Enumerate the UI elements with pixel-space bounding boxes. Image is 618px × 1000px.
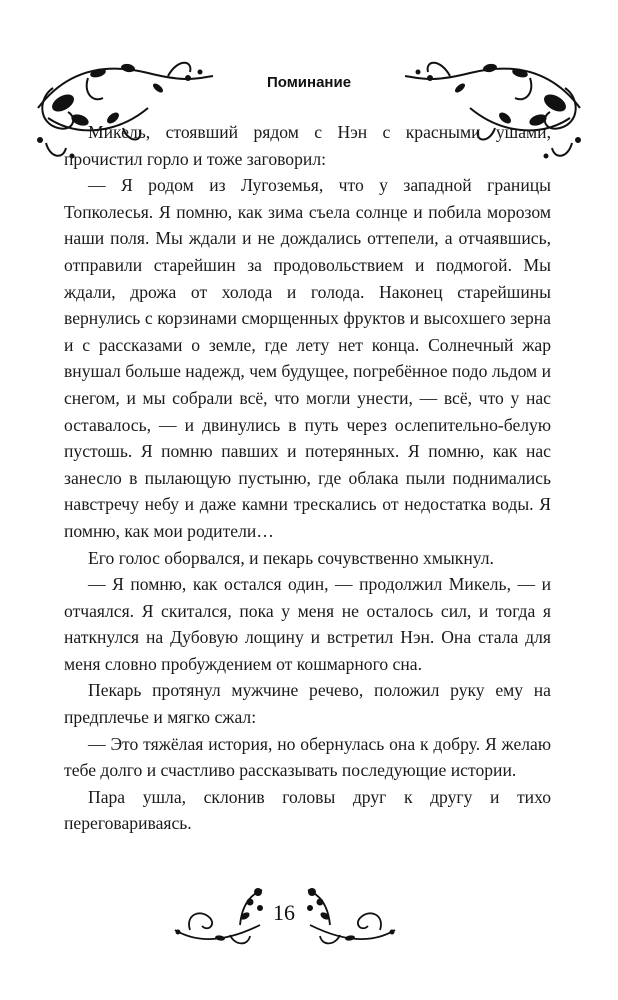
paragraph: Пара ушла, склонив головы друг к другу и тихо переговариваясь.: [64, 786, 551, 834]
paragraph: Микель, стоявший рядом с Нэн с красными ушами, прочистил горло и тоже заговорил:: [64, 122, 551, 169]
floral-vine-ornament-icon: [170, 880, 270, 950]
paragraph: — Я родом из Лугоземья, что у западной границы Топколесья. Я помню, как зима съела солнце и побила морозом наши поля. Мы ждали и не дождались оттепели, а отчаявшись, отправили старейшин за продовольствием и подмогой. Мы ждали, дрожа от холода и голода. Наконец старейшины вернулись с корзинами сморщенных фруктов и высохшего зерна и с рассказами о земле, где лету нет конца. Солнечный жар внушал больше надежд, чем будущее, погребённое подо льдом и снегом, и мы собрали всё, что могли унести, — всё, что у нас оставалось, — и двинулись в путь через ослепительно-белую пустошь. Я помню павших и потерянных. Я помню, как нас занесло в пылающую пустыню, где облака пыли поднимались навстречу небу и даже камни трескались от недостатка воды. Я помню, как мои родители…: [64, 175, 551, 541]
floral-vine-ornament-icon: [300, 880, 400, 950]
paragraph: — Это тяжёлая история, но обернулась она к добру. Я желаю тебе долго и счастливо рассказывать последующие истории.: [64, 733, 551, 781]
page-number: 16: [273, 900, 295, 925]
paragraph: — Я помню, как остался один, — продолжил Микель, — и отчаялся. Я скитался, пока у меня не осталось сил, и тогда я наткнулся на Дубовую лощину и встретил Нэн. Она стала для меня словно пробуждением от кошмарного сна.: [64, 574, 551, 674]
running-title: Поминание: [266, 74, 352, 91]
paragraph: Его голос оборвался, и пекарь сочувственно хмыкнул.: [88, 547, 494, 568]
paragraph: Пекарь протянул мужчине речево, положил руку ему на предплечье и мягко сжал:: [64, 680, 551, 728]
body-text: [64, 119, 551, 837]
